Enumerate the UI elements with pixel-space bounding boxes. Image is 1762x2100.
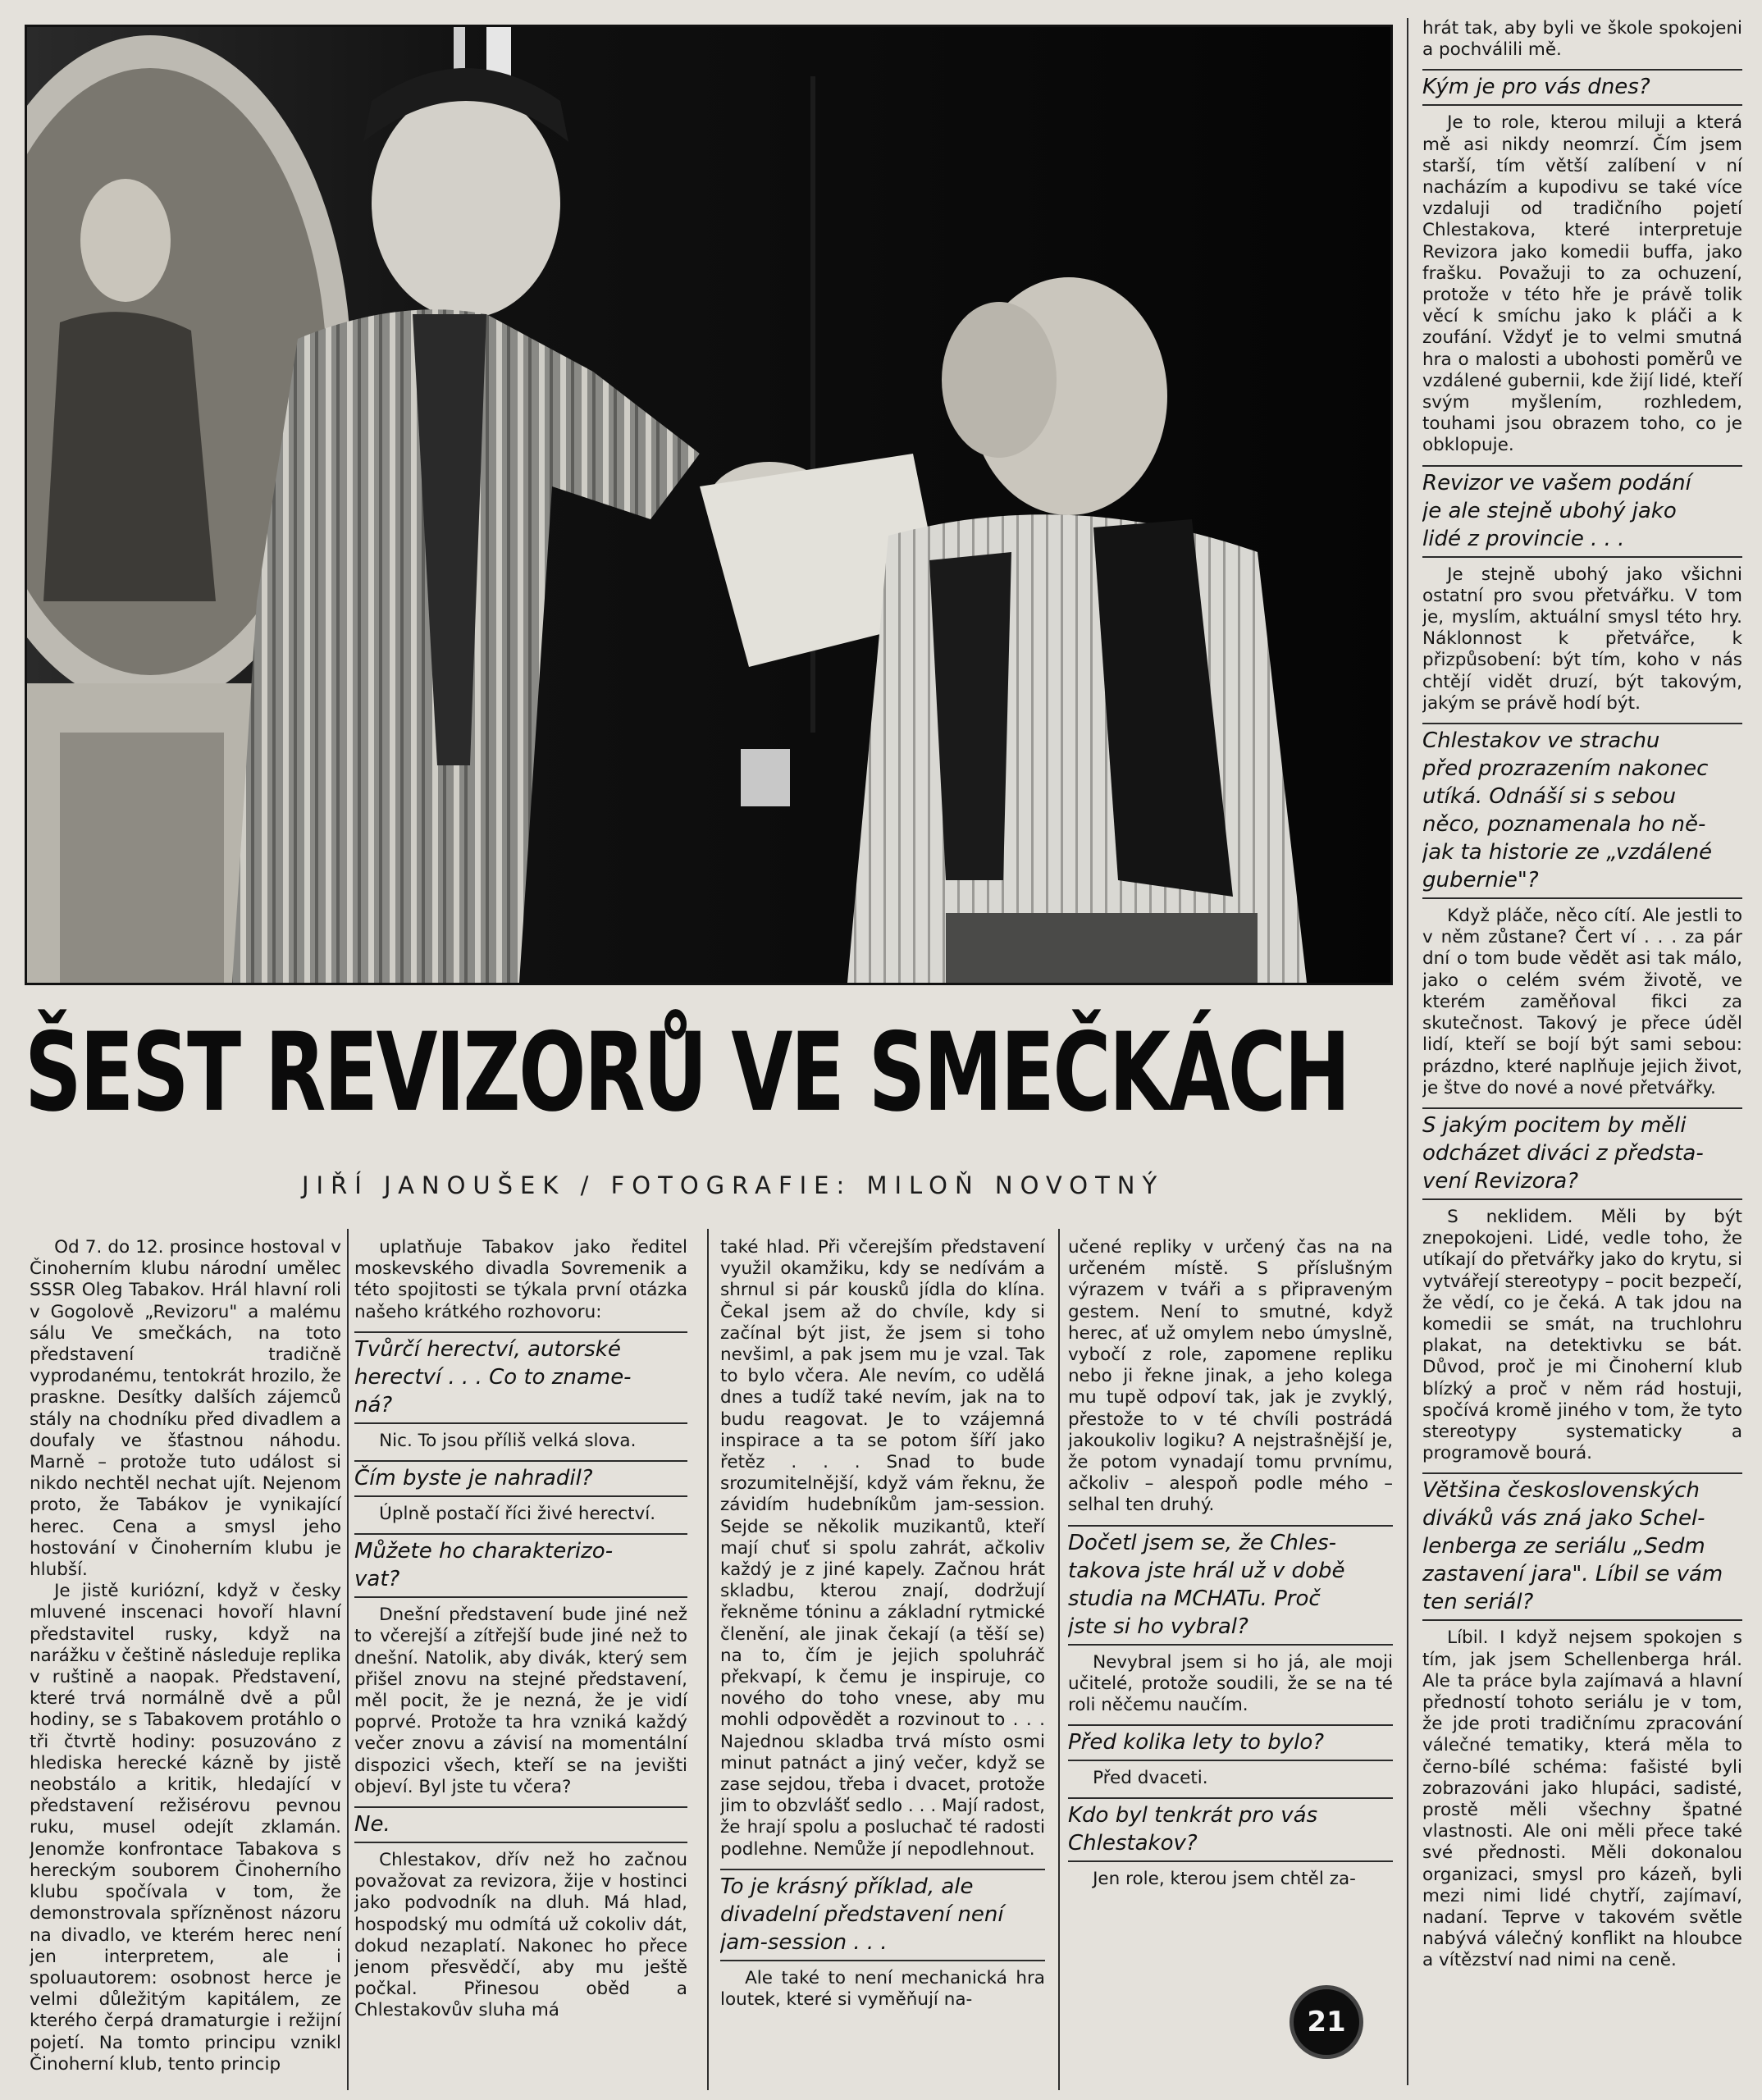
interview-question <box>1422 1472 1742 1621</box>
column-divider <box>707 1229 709 2090</box>
page-number-badge: 21 <box>1290 1985 1363 2059</box>
article-column-5 <box>1422 18 1742 2085</box>
question-line: lenberga ze seriálu „Sedm <box>1422 1534 1705 1559</box>
question-line: To je krásný příklad, ale <box>720 1874 974 1899</box>
theatre-photograph <box>25 25 1393 985</box>
question-line: diváků vás zná jako Schel- <box>1422 1506 1705 1532</box>
question-line: herectví . . . Co to zname- <box>354 1364 632 1390</box>
photo-illustration <box>27 27 1390 983</box>
headline: ŠEST REVIZORŮ VE SMEČKÁCH <box>25 1008 1349 1136</box>
question-line: jste si ho vybral? <box>1068 1614 1248 1639</box>
interview-question <box>1422 69 1742 106</box>
question-line: Chlestakov ve strachu <box>1422 728 1660 754</box>
interview-question <box>1422 723 1742 899</box>
question-line: něco, poznamenala ho ně- <box>1422 812 1706 838</box>
question-line: divadelní představení není <box>720 1901 1004 1927</box>
column-divider <box>1058 1229 1060 2090</box>
question-line: Před kolika lety to bylo? <box>1068 1730 1325 1755</box>
interview-question <box>1068 1724 1393 1761</box>
question-line: ná? <box>354 1392 393 1418</box>
question-line: studia na MCHATu. Proč <box>1068 1586 1321 1611</box>
interview-answer: Chlestakov, dřív než ho začnou považovat za revizora, žije v hostinci jako podvodník na dluh. Má hlad, hospodský mu odmítá už cokoliv dát, dokud nezaplatí. Nakonec ho přece jenom přesvědčí, aby mu ještě počkal. Přinesou oběd a Chlestakovův sluha má <box>354 1850 687 2021</box>
interview-answer: Ale také to není mechanická hra loutek, které si vyměňují na- <box>720 1967 1045 2011</box>
question-line: utíká. Odnáší si s sebou <box>1422 784 1677 810</box>
question-line: Revizor ve vašem podání <box>1422 470 1691 495</box>
interview-question <box>1422 465 1742 558</box>
column-divider <box>1407 18 1408 2085</box>
question-line: jam-session . . . <box>720 1929 888 1955</box>
interview-question <box>1422 1107 1742 1200</box>
interview-answer: Jen role, kterou jsem chtěl za- <box>1093 1869 1356 1890</box>
interview-answer: Úplně postačí říci živé herectví. <box>379 1504 656 1525</box>
paragraph: uplatňuje Tabakov jako ředitel moskevského divadla Sovremenik a této spojitosti se týkala první otázka našeho krátkého rozhovoru: <box>354 1237 687 1322</box>
question-line: Dočetl jsem se, že Chles- <box>1068 1530 1337 1555</box>
interview-answer: také hlad. Při včerejším představení využil okamžiku, kdy se nedívám a shrnul si pár kousků jídla do klína. Čekal jsem až do chvíle, kdy si začínal být jist, že jsem si toho nevšiml, a pak jsem mu je vzal. Tak to bylo včera. Ale nevím, co udělá dnes a tudíž také nevím, jak na to budu reagovat. Je to vzájemná inspirace a ta se potom šíří jako řetěz . . . Snad to bude srozumitelnější, když vám řeknu, že závidím hudebníkům jam-session. Sejde se několik muzikantů, kteří mají chuť si spolu zahrát, ačkoliv každý je z jiné kapely. Začnou hrát skladbu, kterou znají, dodržují řekněme tóninu a základní rytmické členění, ale jinak čekají (a těší se) na to, čím je jejich spoluhráč překvapí, k čemu je inspiruje, co nového do toho vnese, aby mu mohli odpovědět a rozvinout to . . . Najednou skladba trvá místo osmi minut patnáct a jiný večer, když se zase sejdou, třeba i dvacet, protože jim to obzvlášť sedlo . . . Mají radost, že hrají spolu a posluchač té radosti podlehne. Nemůže jí nepodlehnout. <box>720 1237 1045 1860</box>
interview-question <box>720 1869 1045 1961</box>
question-line: odcházet diváci z předsta- <box>1422 1140 1704 1166</box>
question-line: Čím byste je nahradil? <box>354 1466 593 1491</box>
interview-question <box>1068 1797 1393 1862</box>
question-line: Tvůrčí herectví, autorské <box>354 1336 621 1362</box>
interview-answer: Když pláče, něco cítí. Ale jestli to v něm zůstane? Čert ví . . . za pár dní o tom bude vědět asi tak málo, jako o celém svém životě, ve kterém zaměňoval fikci za skutečnost. Takový je přece úděl lidí, kteří se bojí být sami sebou: prázdno, které naplňuje jejich život, je štve do nové a nové přetvářky. <box>1422 906 1742 1098</box>
interview-answer: Před dvaceti. <box>1093 1768 1208 1789</box>
question-line: Kým je pro vás dnes? <box>1422 75 1650 100</box>
interview-answer: učené repliky v určený čas na na určeném místě. S příslušným výrazem v tváři a s připraveným gestem. Není to smutné, když herec, ať už omylem nebo úmyslně, vybočí z role, zapomene repliku nebo ji řekne jinak, a jeho kolega mu tupě odpoví tak, jak je zvyklý, přestože to v té chvíli postrádá jakoukoliv logiku? A nejstrašnější je, že potom vynadají tomu prvnímu, ačkoliv – alespoň podle mého – selhal ten druhý. <box>1068 1237 1393 1516</box>
question-line: Kdo byl tenkrát pro vás <box>1068 1803 1318 1828</box>
paragraph: Je jistě kuriózní, když v česky mluvené inscenaci hovoří hlavní představitel rusky, když na narážku v češtině následuje replika v ruštině a naopak. Představení, které trvá normálně dvě a půl hodiny, se s Tabakovem protáhlo o tři čtvrtě hodiny: posuzováno z hlediska herecké kázně by jistě neobstálo a kritik, hledající v představení režisérovu pevnou ruku, musel odejít zklamán. Jenomže konfrontace Tabakova s hereckým souborem Činoherního klubu spočívala v tom, že demonstrovala spřízněnost názoru na divadlo, ve kterém herec není jen interpretem, ale i spoluautorem: osobnost herce je velmi důležitým kapitálem, ze kterého čerpá dramaturgie i režijní pojetí. Na tomto principu vznikl Činoherní klub, tento princip <box>30 1581 341 2075</box>
interview-question <box>354 1533 687 1598</box>
question-line: Ne. <box>354 1812 390 1838</box>
question-line: jak ta historie ze „vzdálené <box>1422 840 1713 865</box>
question-line: gubernie"? <box>1422 868 1539 893</box>
interview-question <box>1068 1525 1393 1646</box>
question-line: zastavení jara". Líbil se vám <box>1422 1562 1723 1587</box>
paragraph: Od 7. do 12. prosince hostoval v Činoherním klubu národní umělec SSSR Oleg Tabakov. Hrál hlavní roli v Gogolově „Revizoru" a malému sálu Ve smečkách, na toto představení tradičně vyprodanému, tentokrát hrozilo, že praskne. Desítky dalších zájemců stály na chodníku před divadlem a doufaly ve šťastnou náhodu. Marně – protože tuto událost si nikdo nechtěl nechat ujít. Nejenom proto, že Tabákov je vynikající herec. Cena a smysl jeho hostování v Činoherním klubu je hlubší. <box>30 1237 341 1581</box>
interview-answer: Je stejně ubohý jako všichni ostatní pro svou přetvářku. V tom je, myslím, aktuální smysl této hry. Náklonnost k přetvářce, k přizpůsobení: být tím, koho v nás chtějí vidět druzí, být takovým, jakým se právě hodí být. <box>1422 564 1742 714</box>
question-line: Většina československých <box>1422 1478 1700 1504</box>
column-divider <box>347 1229 349 2090</box>
interview-question <box>354 1331 687 1424</box>
interview-answer: Líbil. I když nejsem spokojen s tím, jak jsem Schellenberga hrál. Ale ta práce byla zajímavá a hlavní předností tohoto seriálu je v tom, že jde proti tradičnímu zpracování válečné tematiky, která měla to černo-bílé schéma: fašisté byli zobrazováni jako hlupáci, sadisté, prostě měli všechny špatné vlastnosti. Ale oni měli přece také své přednosti. Měli dokonalou organizaci, smysl pro kázeň, byli mezi nimi lidé chytří, zajímaví, nadaní. Teprve v takovém světle nabývá válečný konflikt na hloubce a vítězství nad nimi na ceně. <box>1422 1628 1742 1971</box>
question-line: vení Revizora? <box>1422 1168 1578 1194</box>
question-line: Chlestakov? <box>1068 1831 1198 1856</box>
interview-question <box>354 1806 687 1843</box>
question-line: lidé z provincie . . . <box>1422 526 1625 551</box>
question-line: Můžete ho charakterizo- <box>354 1539 614 1564</box>
article-column-2 <box>354 1237 687 2090</box>
question-line: takova jste hrál už v době <box>1068 1558 1345 1583</box>
byline: JIŘÍ JANOUŠEK / FOTOGRAFIE: MILOŇ NOVOTNÝ <box>302 1171 1165 1199</box>
interview-answer: S neklidem. Měli by být znepokojeni. Lidé, vedle toho, že utíkají do přetvářky jako do krytu, si vytvářejí stereotypy – pocit bezpečí, že vědí, co je čeká. A tak jdou na komedii se smát, na truchlohru plakat, na detektivku se bát. Důvod, proč je mi Činoherní klub blízký a proč v něm rád hostuji, spočívá kromě jiného v tom, že tyto stereotypy systematicky a programově bourá. <box>1422 1206 1742 1464</box>
interview-answer: Je to role, kterou miluji a která mě asi nikdy neomrzí. Čím jsem starší, tím větší zalíbení v ní nacházím a kupodivu se také více vzdaluji od tradičního pojetí Chlestakova, které interpretuje Revizora jako komedii buffa, jako frašku. Považuji to za ochuzení, protože v této hře je právě tolik věcí k smíchu jako k pláči a k zoufání. Vždyť je to velmi smutná hra o malosti a ubohosti poměrů ve vzdálené gubernii, kde žijí lidé, kteří svým myšlením, rozhledem, touhami jsou obrazem toho, co je obklopuje. <box>1422 112 1742 456</box>
question-line: vat? <box>354 1567 400 1592</box>
article-column-4 <box>1068 1237 1393 2090</box>
article-column-3 <box>720 1237 1045 2090</box>
article-column-1 <box>30 1237 341 2090</box>
interview-answer: Nevybral jsem si ho já, ale moji učitelé, protože soudili, že se na té roli něčemu naučím. <box>1068 1651 1393 1716</box>
question-line: S jakým pocitem by měli <box>1422 1112 1687 1138</box>
interview-answer: Dnešní představení bude jiné než to včerejší a zítřejší bude jiné než to dnešní. Natolik, aby divák, který sem přišel znovu na stejné představení, měl pocit, že je nezná, že je vidí poprvé. Protože ta hra vzniká každý večer znovu a závisí na momentální dispozici všech, kteří se na jevišti objeví. Byl jste tu včera? <box>354 1605 687 1797</box>
question-line: před prozrazením nakonec <box>1422 756 1709 782</box>
interview-answer: hrát tak, aby byli ve škole spokojeni a pochválili mě. <box>1422 18 1742 61</box>
question-line: ten seriál? <box>1422 1590 1534 1615</box>
interview-question <box>354 1460 687 1497</box>
interview-answer: Nic. To jsou příliš velká slova. <box>379 1430 637 1451</box>
question-line: je ale stejně ubohý jako <box>1422 498 1677 523</box>
